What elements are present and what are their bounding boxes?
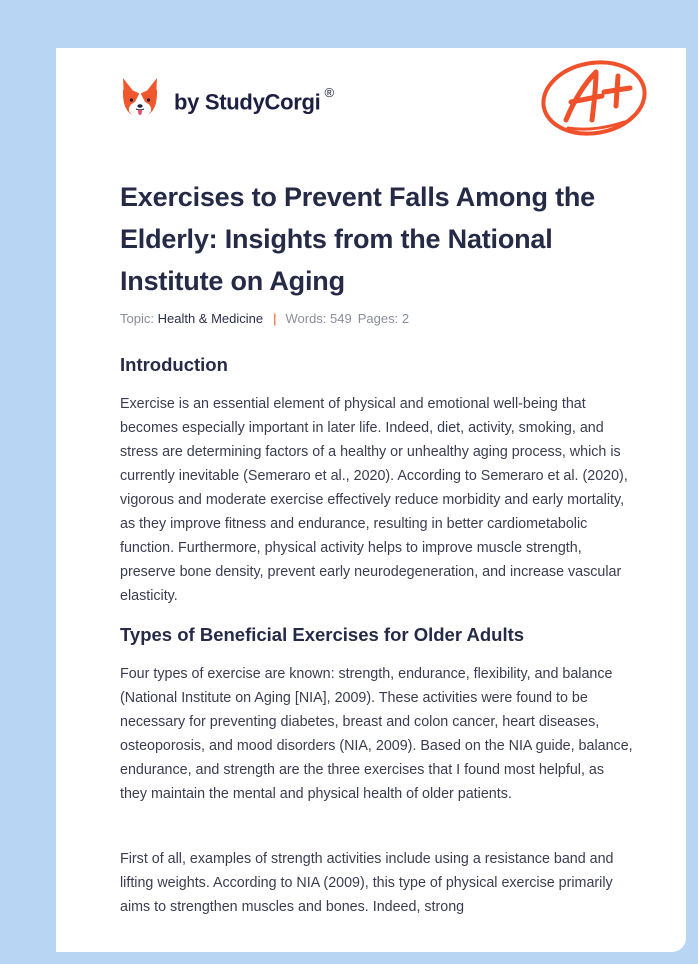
page-count: Pages: 2 [357, 311, 410, 326]
paragraph-introduction: Exercise is an essential element of physical and emotional well-being that becomes especially important in later life. Indeed, diet, activity, smoking, and stress are determining factors of a healthy or unhealthy aging process, which is currently inevitable (Semeraro et al., 2020). According to Semeraro et al. (2020), vigorous and moderate exercise effectively reduce morbidity and early mortality, as they improve fitness and endurance, resulting in better cardiometabolic function. Furthermore, physical activity helps to improve muscle strength, preserve bone density, prevent early neurodegeneration, and increase vascular elasticity. [120, 396, 628, 604]
word-count: Words: 549 [285, 311, 352, 326]
a-plus-grade-icon [538, 56, 650, 140]
header [120, 48, 634, 168]
document-page [56, 48, 686, 952]
document-title: Exercises to Prevent Falls Among the Elderly: Insights from the National Institute on Aging [120, 182, 595, 296]
studycorgi-logo[interactable] [120, 76, 334, 120]
section-heading-types-of-exercises: Types of Beneficial Exercises for Older Adults [120, 624, 525, 645]
topic-label: Topic: [120, 311, 154, 326]
registered-mark: ® [324, 84, 334, 100]
topic-link[interactable]: Health & Medicine [157, 311, 264, 326]
meta-separator: | [273, 311, 277, 326]
logo-text [174, 84, 334, 115]
paragraph-types-1: Four types of exercise are known: strength, endurance, flexibility, and balance (National Institute on Aging [NIA], 2009). These activities were found to be necessary for preventing diabetes, breast and colon cancer, heart diseases, osteoporosis, and mood disorders (NIA, 2009). Based on the NIA guide, balance, endurance, and strength are the three exercises that I found most helpful, as they maintain the mental and physical health of older patients. [120, 666, 633, 802]
section-heading-introduction: Introduction [120, 354, 228, 375]
document-content [120, 48, 634, 915]
logo-wordmark: by StudyCorgi [174, 89, 321, 115]
paragraph-types-2: First of all, examples of strength activities include using a resistance band and lifting weights. According to NIA (2009), this type of physical exercise primarily aims to strengthen muscles and bones. Indeed, strong [120, 851, 614, 915]
document-meta [120, 311, 409, 326]
corgi-icon [120, 76, 160, 120]
